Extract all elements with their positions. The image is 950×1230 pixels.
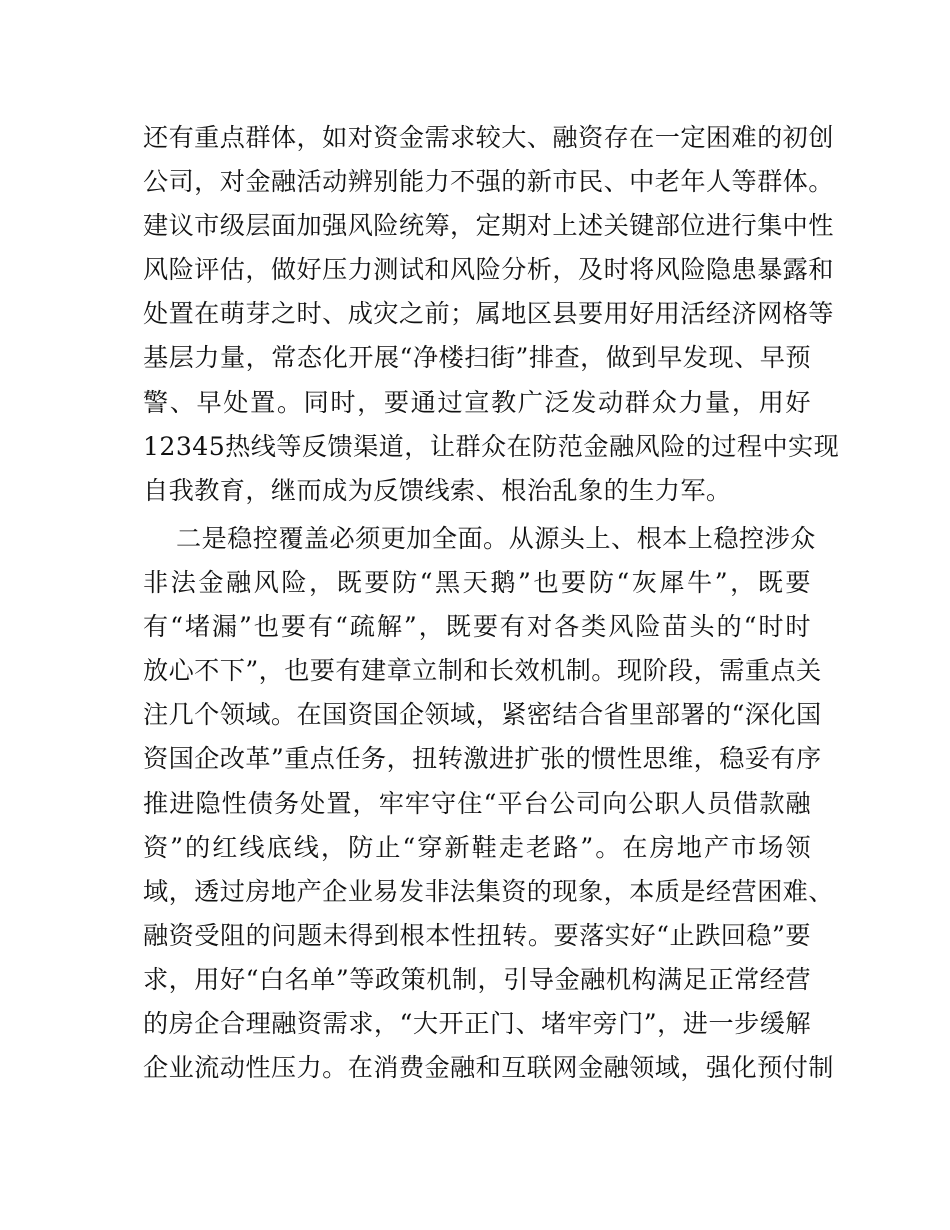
text-line: 求，用好“白名单”等政策机制，引导金融机构满足正常经营 [143, 964, 811, 994]
text-line: 二是稳控覆盖必须更加全面。从源头上、根本上稳控涉众 [176, 524, 816, 553]
text-line: 自我教育，继而成为反馈线索、根治乱象的生力军。 [143, 475, 732, 505]
text-line: 融资受阻的问题未得到根本性扭转。要落实好“止跌回稳”要 [143, 920, 811, 950]
text-line: 放心不下”，也要有建章立制和长效机制。现阶段，需重点关 [143, 656, 822, 686]
text-line: 建议市级层面加强风险统筹，定期对上述关键部位进行集中性 [143, 211, 834, 241]
text-line: 非法金融风险，既要防“黑天鹅”也要防“灰犀牛”，既要 [143, 568, 811, 598]
text-line: 公司，对金融活动辨别能力不强的新市民、中老年人等群体。 [143, 167, 834, 197]
text-line: 有“堵漏”也要有“疏解”，既要有对各类风险苗头的“时时 [143, 612, 811, 642]
text-line: 处置在萌芽之时、成灾之前；属地区县要用好用活经济网格等 [143, 299, 834, 329]
text-line: 风险评估，做好压力测试和风险分析，及时将风险隐患暴露和 [143, 255, 834, 285]
text-line: 推进隐性债务处置，牢牢守住“平台公司向公职人员借款融 [143, 788, 811, 818]
paragraph-2 [143, 517, 834, 1090]
paragraph-1 [143, 116, 840, 513]
text-line: 资国企改革”重点任务，扭转激进扩张的惯性思维，稳妥有序 [143, 744, 822, 774]
text-line: 域，透过房地产企业易发非法集资的现象，本质是经营困难、 [143, 876, 834, 906]
text-line: 警、早处置。同时，要通过宣教广泛发动群众力量，用好 [143, 387, 811, 417]
text-line: 基层力量，常态化开展“净楼扫街”排查，做到早发现、早预 [143, 343, 811, 373]
text-line: 企业流动性压力。在消费金融和互联网金融领域，强化预付制 [143, 1053, 834, 1083]
text-line: 12345热线等反馈渠道，让群众在防范金融风险的过程中实现 [143, 431, 840, 461]
text-line: 的房企合理融资需求，“大开正门、堵牢旁门”，进一步缓解 [143, 1009, 811, 1039]
text-line: 资”的红线底线，防止“穿新鞋走老路”。在房地产市场领 [143, 832, 811, 862]
text-line: 注几个领域。在国资国企领域，紧密结合省里部署的“深化国 [143, 700, 822, 730]
text-line: 还有重点群体，如对资金需求较大、融资存在一定困难的初创 [143, 123, 834, 152]
